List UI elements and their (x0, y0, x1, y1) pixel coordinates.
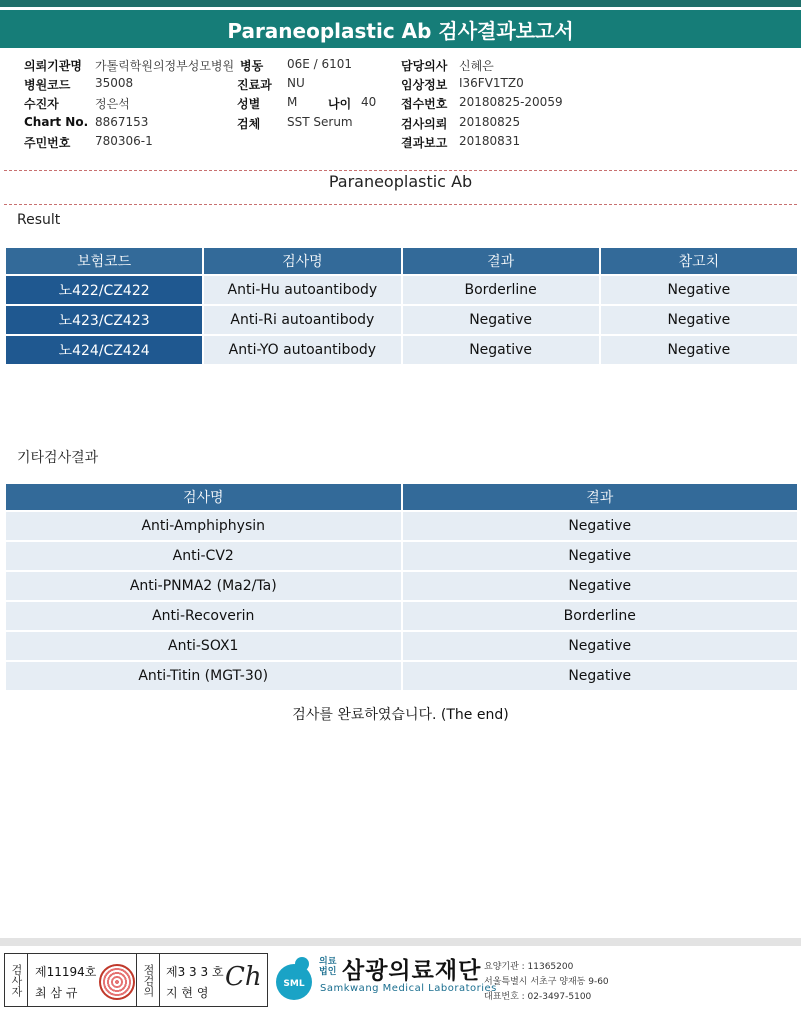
ward-label: 병동 (240, 59, 264, 73)
table-row (6, 336, 797, 364)
other-results-table (4, 482, 799, 692)
header-test-name: 검사명 (6, 484, 401, 510)
department-label: 진료과 (237, 78, 272, 92)
receipt-no-label: 접수번호 (401, 97, 448, 111)
table-row (6, 542, 797, 570)
test-name: Anti-Amphiphysin (6, 512, 401, 540)
header-reference: 참고치 (601, 248, 797, 274)
tester-no: 제11194호 (35, 965, 97, 979)
table-row (6, 632, 797, 660)
test-result: Negative (403, 306, 599, 334)
result-table-header (6, 248, 797, 274)
doctor-value: 신혜은 (459, 59, 494, 73)
clinical-info-value: I36FV1TZ0 (459, 76, 524, 90)
org-english-name: Samkwang Medical Laboratories (320, 983, 497, 994)
header-test-name: 검사명 (204, 248, 400, 274)
test-result: Negative (403, 542, 798, 570)
checker-label: 점검의 (136, 954, 160, 1006)
table-row (6, 512, 797, 540)
reference-value: Negative (601, 276, 797, 304)
age-label: 나이 (328, 97, 352, 111)
patient-value: 정은석 (95, 97, 130, 111)
chart-no-label: Chart No. (24, 115, 89, 129)
report-date-value: 20180831 (459, 134, 521, 148)
patient-info (0, 52, 801, 164)
other-results-label: 기타검사결과 (17, 450, 99, 466)
table-row (6, 276, 797, 304)
insurance-code: 노424/CZ424 (6, 336, 202, 364)
test-name: Anti-Ri autoantibody (204, 306, 400, 334)
test-name: Anti-Hu autoantibody (204, 276, 400, 304)
clinical-info-label: 임상정보 (401, 78, 448, 92)
test-name: Anti-Recoverin (6, 602, 401, 630)
org-name: 삼광의료재단 (342, 958, 482, 984)
age-value: 40 (361, 95, 377, 109)
test-name: Anti-CV2 (6, 542, 401, 570)
table-row (6, 602, 797, 630)
test-result: Negative (403, 336, 599, 364)
report-date-label: 결과보고 (401, 136, 448, 150)
divider-bottom (4, 204, 797, 205)
checker-name: 지 현 영 (166, 986, 209, 1000)
chart-no-value: 8867153 (95, 115, 149, 129)
divider-top (4, 170, 797, 171)
checker-no: 제3 3 3 호 (166, 965, 224, 979)
seal-stamp-icon (99, 964, 135, 1000)
reference-value: Negative (601, 336, 797, 364)
end-note: 검사를 완료하였습니다. (The end) (292, 707, 509, 723)
test-name: Anti-SOX1 (6, 632, 401, 660)
test-result: Borderline (403, 276, 599, 304)
table-row (6, 572, 797, 600)
department-value: NU (287, 76, 305, 90)
report-title: Paraneoplastic Ab 검사결과보고서 (0, 10, 801, 48)
doctor-label: 담당의사 (401, 59, 448, 73)
reference-value: Negative (601, 306, 797, 334)
institution-value: 가톨릭학원의정부성모병원 (95, 59, 235, 73)
insurance-code: 노422/CZ422 (6, 276, 202, 304)
logo-text: SML (283, 979, 305, 989)
org-prefix (319, 957, 336, 977)
specimen-label: 검체 (237, 117, 261, 131)
sex-label: 성별 (237, 97, 261, 111)
insurance-code: 노423/CZ423 (6, 306, 202, 334)
signature-box (4, 953, 268, 1007)
result-table (4, 246, 799, 366)
org-code: 요양기관 : 11365200 (484, 962, 574, 972)
table-row (6, 306, 797, 334)
test-result: Negative (403, 572, 798, 600)
header-insurance-code: 보험코드 (6, 248, 202, 274)
patient-label: 수진자 (24, 97, 59, 111)
result-label: Result (17, 212, 61, 228)
test-name: Anti-PNMA2 (Ma2/Ta) (6, 572, 401, 600)
header-result: 결과 (403, 484, 798, 510)
org-phone: 대표번호 : 02-3497-5100 (484, 992, 592, 1002)
test-result: Borderline (403, 602, 798, 630)
footer-divider (0, 938, 801, 946)
test-result: Negative (403, 632, 798, 660)
test-name: Anti-YO autoantibody (204, 336, 400, 364)
tester-label: 검사자 (5, 954, 28, 1006)
other-table-header (6, 484, 797, 510)
specimen-value: SST Serum (287, 115, 353, 129)
hospital-code-value: 35008 (95, 76, 134, 90)
institution-label: 의뢰기관명 (24, 59, 82, 73)
top-bar (0, 0, 801, 7)
receipt-no-value: 20180825-20059 (459, 95, 563, 109)
test-result: Negative (403, 662, 798, 690)
test-name: Anti-Titin (MGT-30) (6, 662, 401, 690)
request-date-value: 20180825 (459, 115, 521, 129)
org-prefix-1: 의료 (319, 957, 337, 967)
request-date-label: 검사의뢰 (401, 117, 448, 131)
signature-icon: Ch (225, 962, 262, 992)
header-result: 결과 (403, 248, 599, 274)
test-result: Negative (403, 512, 798, 540)
ward-value: 06E / 6101 (287, 57, 353, 71)
hospital-code-label: 병원코드 (24, 78, 71, 92)
org-address: 서울특별시 서초구 양재동 9-60 (484, 977, 609, 987)
sml-logo-icon (272, 954, 316, 1002)
tester-name: 최 삼 규 (35, 986, 78, 1000)
org-prefix-2: 법인 (319, 967, 337, 977)
sex-value: M (287, 95, 298, 109)
table-row (6, 662, 797, 690)
id-no-value: 780306-1 (95, 134, 153, 148)
section-title: Paraneoplastic Ab (328, 172, 473, 191)
id-no-label: 주민번호 (24, 136, 71, 150)
